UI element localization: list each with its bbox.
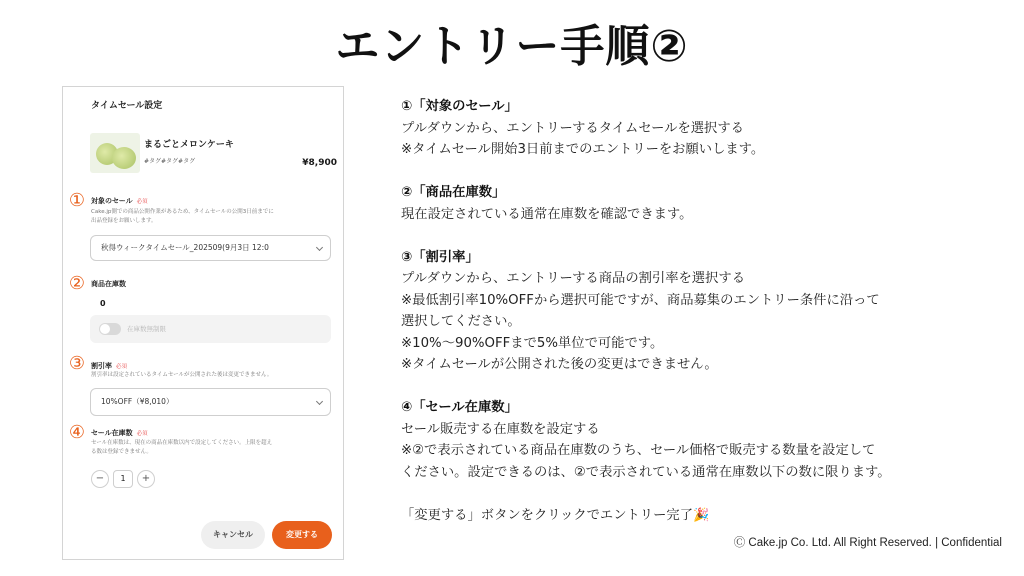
panel-title: タイムセール設定 <box>91 101 163 111</box>
plus-button[interactable]: + <box>137 470 155 488</box>
required-badge: 必須 <box>136 199 148 205</box>
discount-rate-label: 割引率 必須 <box>91 362 128 370</box>
party-popper-icon: 🎉 <box>693 507 710 523</box>
step-number-2: ② <box>68 273 86 294</box>
step-number-3: ③ <box>68 353 86 374</box>
instruction-line: 選択してください。 <box>401 314 521 329</box>
product-card <box>90 133 337 173</box>
instruction-line: ください。設定できるのは、②で表示されている通常在庫数以下の数に限ります。 <box>401 464 891 480</box>
instruction-product-stock <box>401 182 1001 225</box>
instruction-heading: ①「対象のセール」 <box>401 99 518 114</box>
product-stock-value: 0 <box>100 299 106 308</box>
timesale-settings-panel <box>62 86 344 560</box>
instruction-discount-rate <box>401 247 1001 376</box>
instruction-final: 「変更する」ボタンをクリックでエントリー完了🎉 <box>401 505 1001 527</box>
discount-rate-note: 割引率は設定されているタイムセールが公開された後は変更できません。 <box>91 372 273 378</box>
sale-stock-label: セール在庫数 必須 <box>91 429 148 437</box>
instruction-line: ※②で表示されている商品在庫数のうち、セール価格で販売する数量を設定して <box>401 443 876 458</box>
instruction-line: セール販売する在庫数を設定する <box>401 421 600 437</box>
instruction-target-sale <box>401 96 1001 161</box>
instruction-line: 現在設定されている通常在庫数を確認できます。 <box>401 206 693 222</box>
copyright-footer: Ⓒ Cake.jp Co. Ltd. All Right Reserved. | Confidential <box>733 537 1002 549</box>
instruction-heading: ④「セール在庫数」 <box>401 400 518 415</box>
instruction-line: ※最低割引率10%OFFから選択可能ですが、商品募集のエントリー条件に沿って <box>401 292 880 308</box>
cancel-button[interactable]: キャンセル <box>201 521 265 549</box>
product-tags: #タグ#タグ#タグ <box>144 158 196 165</box>
instruction-line: ※タイムセールが公開された後の変更はできません。 <box>401 357 718 372</box>
instruction-line: ※10%〜90%OFFまで5%単位で可能です。 <box>401 335 664 351</box>
sale-stock-input[interactable]: 1 <box>113 470 133 488</box>
unlimited-stock-row <box>90 315 331 343</box>
required-badge: 必須 <box>136 431 148 437</box>
target-sale-select[interactable] <box>90 235 331 261</box>
chevron-down-icon <box>316 244 323 251</box>
page-title: エントリー手順② <box>335 21 689 72</box>
step-number-4: ④ <box>68 422 86 443</box>
product-stock-label: 商品在庫数 <box>91 280 126 288</box>
discount-rate-select[interactable] <box>90 388 331 416</box>
instruction-heading: ②「商品在庫数」 <box>401 185 506 200</box>
instruction-heading: ③「割引率」 <box>401 249 479 265</box>
discount-rate-select-value: 10%OFF（¥8,010） <box>101 397 174 406</box>
instruction-line: ※タイムセール開始3日前までのエントリーをお願いします。 <box>401 142 765 157</box>
minus-button[interactable]: − <box>91 470 109 488</box>
sale-stock-note: セール在庫数は、現在の商品在庫数以内で設定してください。上限を超え る数は登録できません。 <box>91 440 273 455</box>
target-sale-label: 対象のセール 必須 <box>91 197 148 205</box>
unlimited-stock-label: 在庫数無制限 <box>127 325 166 333</box>
instruction-line: プルダウンから、エントリーする商品の割引率を選択する <box>401 271 745 286</box>
product-thumbnail <box>90 133 140 173</box>
target-sale-note: Cake.jp側での商品公開作業があるため、タイムセールの公開3日前までに 出品登録をお願いします。 <box>91 209 274 224</box>
product-name: まるごとメロンケーキ <box>144 140 234 150</box>
target-sale-select-value: 秋得ウィークタイムセール_202509(9月3日 12:0 <box>101 243 269 252</box>
submit-change-button[interactable]: 変更する <box>272 521 332 549</box>
instruction-sale-stock <box>401 397 1001 483</box>
step-number-1: ① <box>68 190 86 211</box>
product-price: ¥8,900 <box>302 158 337 168</box>
chevron-down-icon <box>316 398 323 405</box>
instructions <box>401 96 1001 526</box>
required-badge: 必須 <box>116 364 128 370</box>
unlimited-stock-toggle[interactable] <box>99 323 121 335</box>
instruction-line: プルダウンから、エントリーするタイムセールを選択する <box>401 120 744 136</box>
